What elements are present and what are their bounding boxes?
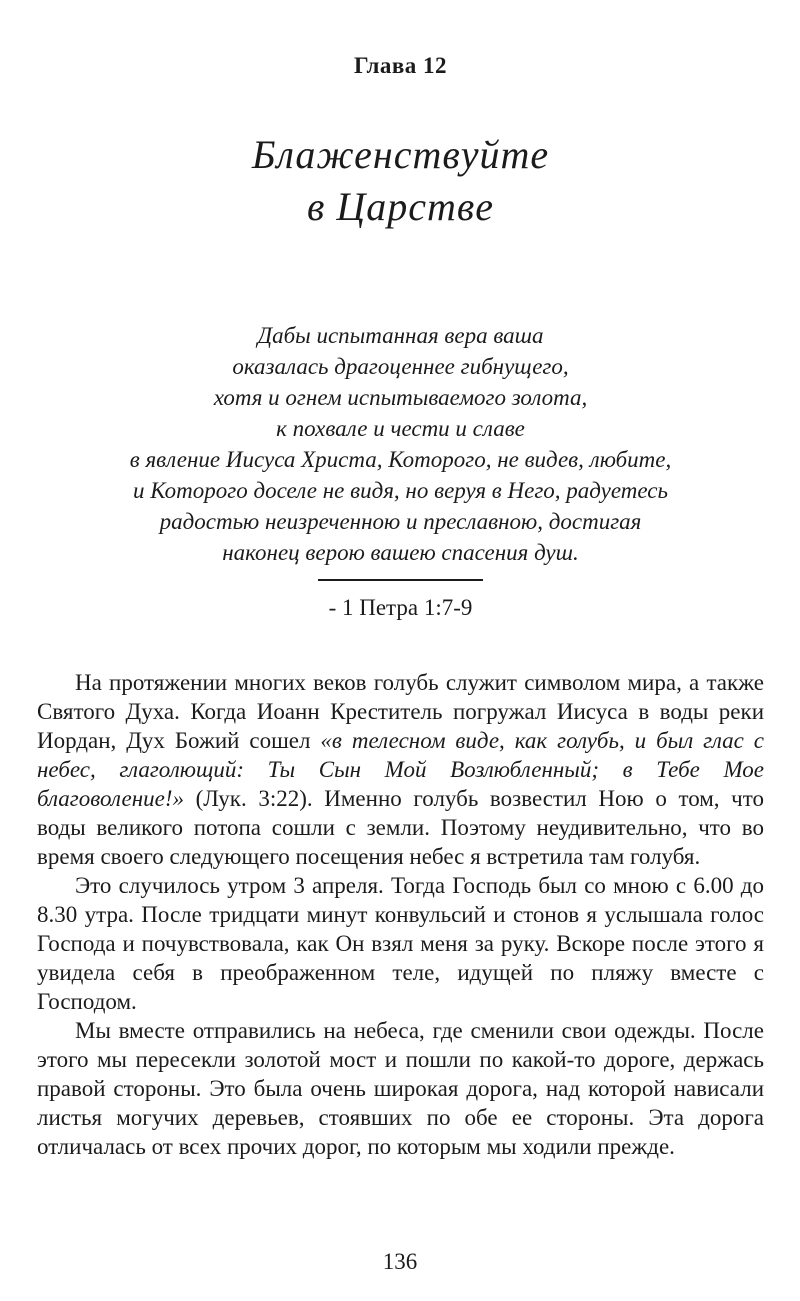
epigraph-line: Дабы испытанная вера ваша xyxy=(257,323,544,348)
epigraph-line: оказалась драгоценнее гибнущего, xyxy=(232,354,569,379)
body-text xyxy=(37,668,764,1161)
paragraph-text: Мы вместе отправились на небеса, где сменили свои одежды. После этого мы пересекли золотой мост и пошли по какой-то дороге, держась правой стороны. Это была очень широкая дорога, над которой нависали листья могучих деревьев, стоявших по обе ее стороны. Эта дорога отличалась от всех прочих дорог, по которым мы ходили прежде. xyxy=(37,1018,764,1159)
scripture-quote: «в телесном виде, как голубь, и был глас с небес, глаголющий: Ты Сын Мой Возлюбленный; в Тебе Мое благоволение!» xyxy=(37,728,764,811)
epigraph-line: наконец верою вашею спасения душ. xyxy=(222,540,579,565)
page-number: 136 xyxy=(382,1249,418,1274)
epigraph-line: к похвале и чести и славе xyxy=(276,416,525,441)
paragraph xyxy=(37,1016,764,1161)
scripture-attribution: - 1 Петра 1:7-9 xyxy=(328,595,473,620)
paragraph-text: (Лук. 3:22). Именно голубь возвестил Ною о том, что воды великого потопа сошли с земли. Поэтому неудивительно, что во время своего следующего посещения небес я встретила там голубя. xyxy=(37,786,764,869)
page-title-line-1: Блаженствуйте xyxy=(251,132,550,177)
epigraph-line: радостью неизреченною и преславною, достигая xyxy=(159,509,642,534)
chapter-heading: Глава 12 xyxy=(353,53,448,78)
epigraph xyxy=(37,320,764,568)
divider-rule xyxy=(318,579,483,581)
page-title-line-2: в Царстве xyxy=(306,184,494,229)
paragraph xyxy=(37,668,764,871)
epigraph-line: хотя и огнем испытываемого золота, xyxy=(213,385,588,410)
paragraph-text: На протяжении многих веков голубь служит символом мира, а также Святого Духа. Когда Иоанн Креститель погружал Иисуса в воды реки Иордан, Дух Божий сошел xyxy=(37,670,764,753)
page-title xyxy=(37,129,764,233)
paragraph-text: Это случилось утром 3 апреля. Тогда Господь был со мною с 6.00 до 8.30 утра. После тридцати минут конвульсий и стонов я услышала голос Господа и почувствовала, как Он взял меня за руку. Вскоре после этого я увидела себя в преображенном теле, идущей по пляжу вместе с Господом. xyxy=(37,873,764,1014)
epigraph-line: в явление Иисуса Христа, Которого, не видев, любите, xyxy=(129,447,672,472)
epigraph-line: и Которого доселе не видя, но веруя в Него, радуетесь xyxy=(133,478,668,503)
paragraph xyxy=(37,871,764,1016)
